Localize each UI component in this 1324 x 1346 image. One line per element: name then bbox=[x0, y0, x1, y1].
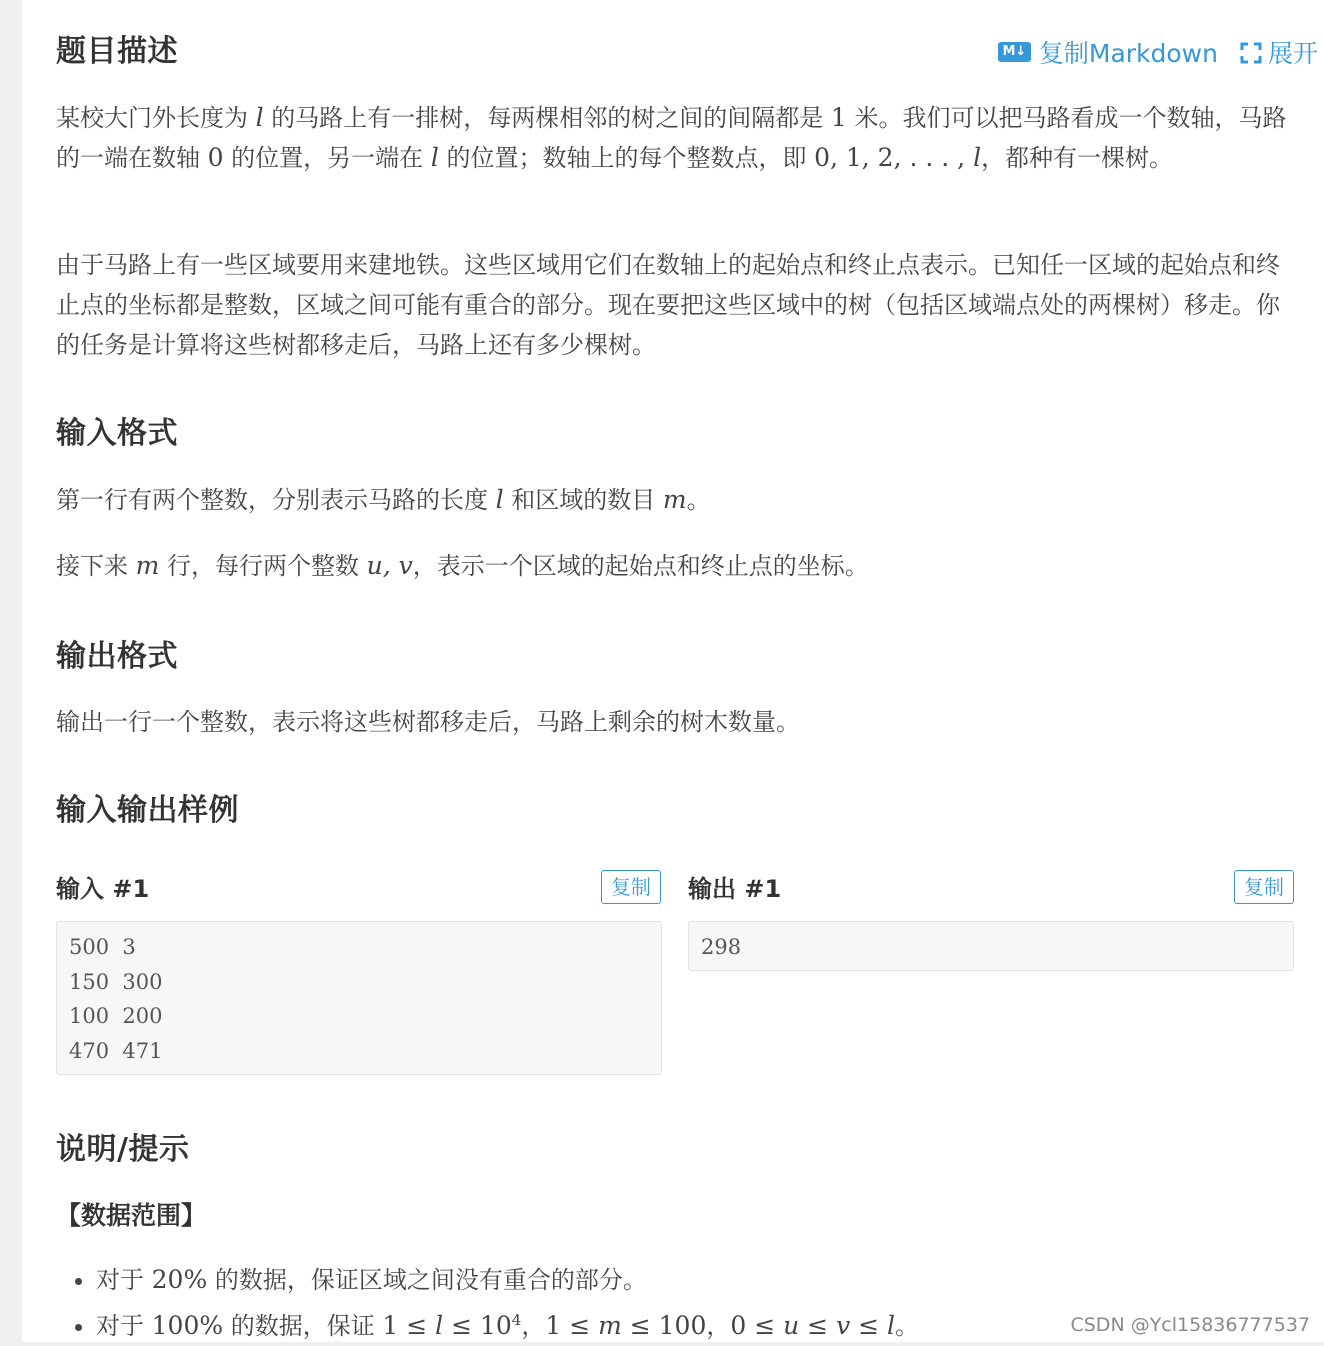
expand-button[interactable] bbox=[1218, 34, 1318, 70]
code-line: 150 300 bbox=[69, 969, 163, 994]
text: 和区域的数目 bbox=[503, 486, 663, 514]
math: 1 ≤ bbox=[382, 1311, 436, 1340]
math-var: l bbox=[435, 1311, 444, 1340]
math-var: m bbox=[662, 485, 687, 514]
text: 。 bbox=[895, 1312, 920, 1340]
math-var: l bbox=[495, 485, 504, 514]
text: 的位置，另一端在 bbox=[223, 144, 431, 172]
input-format-title: 输入格式 bbox=[56, 416, 178, 451]
markdown-icon: M↓ bbox=[998, 42, 1031, 62]
text: 对于 bbox=[96, 1312, 152, 1340]
code-line: 500 3 bbox=[69, 935, 136, 959]
math: ≤ bbox=[799, 1311, 837, 1340]
math-sup: 4 bbox=[511, 1311, 522, 1329]
text: ， bbox=[521, 1312, 546, 1340]
text: 某校大门外长度为 bbox=[56, 104, 256, 132]
copy-markdown-label: 复制Markdown bbox=[1038, 39, 1218, 68]
math-var: l bbox=[973, 143, 982, 172]
output-format-paragraph: 输出一行一个整数，表示将这些树都移走后，马路上剩余的树木数量。 bbox=[56, 708, 800, 736]
problem-card bbox=[22, 0, 1324, 1342]
output-format-title: 输出格式 bbox=[56, 639, 178, 674]
hint-title: 说明/提示 bbox=[56, 1132, 190, 1167]
text: ，都种有一棵树。 bbox=[981, 144, 1174, 172]
text: 第一行有两个整数，分别表示马路的长度 bbox=[56, 486, 496, 514]
code-line: 100 200 bbox=[69, 1004, 163, 1028]
math-var: v bbox=[836, 1311, 851, 1340]
math-var: m bbox=[598, 1311, 622, 1340]
math: ≤ bbox=[850, 1311, 888, 1340]
samples-title: 输入输出样例 bbox=[56, 793, 239, 828]
math-var: u, v bbox=[366, 551, 413, 580]
input-format-paragraph-2 bbox=[56, 546, 1294, 586]
math-var: l bbox=[255, 103, 264, 132]
code-line: 470 471 bbox=[69, 1038, 163, 1063]
copy-markdown-button[interactable] bbox=[998, 34, 1218, 70]
math-var: l bbox=[430, 143, 439, 172]
text: 行，每行两个整数 bbox=[159, 552, 367, 580]
math-var: m bbox=[135, 551, 160, 580]
sample-input-box[interactable] bbox=[56, 921, 662, 1075]
copy-input-button[interactable]: 复制 bbox=[601, 870, 661, 904]
input-format-paragraph-1 bbox=[56, 480, 1294, 520]
text: ，表示一个区域的起始点和终止点的坐标。 bbox=[412, 552, 869, 580]
toolbar bbox=[998, 34, 1318, 70]
math-num: 0 bbox=[207, 143, 224, 172]
constraint-item bbox=[96, 1260, 1296, 1300]
text: 米。我们可以把马路看成一个数轴，马路的一端在数轴 bbox=[56, 104, 1287, 172]
sample-input-title: 输入 #1 bbox=[56, 875, 150, 903]
math: 1 ≤ bbox=[545, 1311, 599, 1340]
description-paragraph-2: 由于马路上有一些区域要用来建地铁。这些区域用它们在数轴上的起始点和终止点表示。已知任一区域的起始点和终止点的坐标都是整数，区域之间可能有重合的部分。现在要把这些区域中的树（包括区域端点处的两棵树）移走。你的任务是计算将这些树都移走后，马路上还有多少棵树。 bbox=[56, 251, 1280, 359]
hint-subtitle: 【数据范围】 bbox=[56, 1201, 207, 1230]
text: 接下来 bbox=[56, 552, 136, 580]
math-num: 100% bbox=[151, 1311, 224, 1340]
math-var: l bbox=[887, 1311, 896, 1340]
description-title: 题目描述 bbox=[56, 34, 178, 69]
math: ≤ 10 bbox=[443, 1311, 512, 1340]
math-num: 20% bbox=[151, 1265, 208, 1294]
copy-output-button[interactable]: 复制 bbox=[1234, 870, 1294, 904]
text: 对于 bbox=[96, 1266, 152, 1294]
text: 。 bbox=[686, 486, 711, 514]
sample-output-title: 输出 #1 bbox=[688, 875, 782, 903]
text: 的马路上有一排树，每两棵相邻的树之间的间隔都是 bbox=[263, 104, 831, 132]
text: 的数据，保证 bbox=[223, 1312, 383, 1340]
expand-label: 展开 bbox=[1267, 39, 1318, 68]
text: 的数据，保证区域之间没有重合的部分。 bbox=[207, 1266, 647, 1294]
text: 的位置；数轴上的每个整数点，即 bbox=[438, 144, 815, 172]
watermark: CSDN @Ycl15836777537 bbox=[1070, 1314, 1310, 1336]
math-var: u bbox=[783, 1311, 800, 1340]
math: ≤ 100 bbox=[621, 1311, 707, 1340]
math-seq: 0, 1, 2, . . . , bbox=[814, 143, 974, 172]
sample-output-box[interactable] bbox=[688, 921, 1294, 971]
math: 0 ≤ bbox=[730, 1311, 784, 1340]
description-paragraph-1 bbox=[56, 98, 1294, 178]
code-line: 298 bbox=[701, 935, 742, 959]
expand-icon bbox=[1240, 41, 1262, 63]
text: ， bbox=[706, 1312, 731, 1340]
math-num: 1 bbox=[830, 103, 847, 132]
